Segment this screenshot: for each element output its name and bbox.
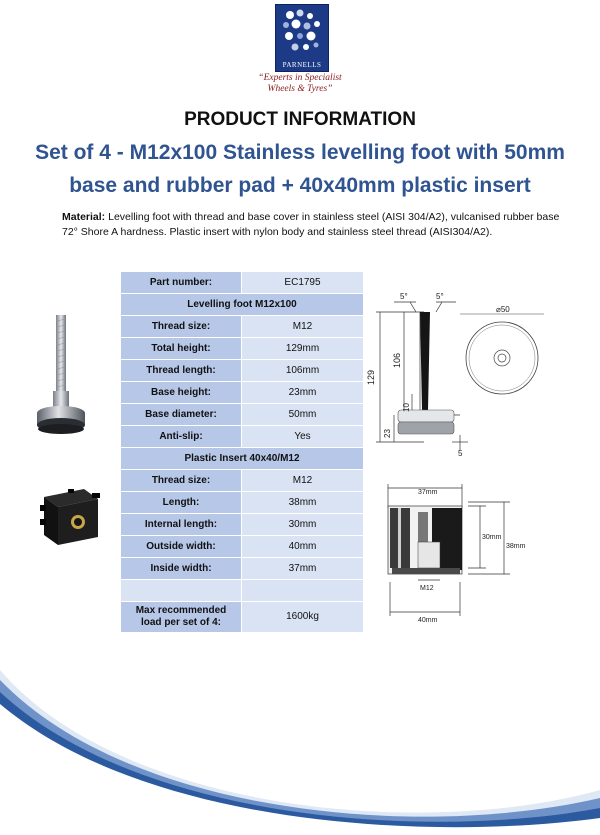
row-value: 38mm xyxy=(242,492,364,514)
logo-brand-text: PARNELLS xyxy=(282,61,322,69)
row-label: Inside width: xyxy=(121,558,242,580)
part-number-value: EC1795 xyxy=(242,272,364,294)
table-row xyxy=(121,514,364,536)
row-label: Thread size: xyxy=(121,316,242,338)
table-section-row xyxy=(121,294,364,316)
dim-angle-left: 5° xyxy=(400,292,408,301)
blank-cell xyxy=(121,580,242,602)
page-heading: PRODUCT INFORMATION xyxy=(184,109,416,130)
dim-m12: M12 xyxy=(420,585,434,592)
row-value: 106mm xyxy=(242,360,364,382)
plastic-insert-drawing xyxy=(378,478,528,628)
section-levelling-foot: Levelling foot M12x100 xyxy=(121,294,364,316)
table-blank-row xyxy=(121,580,364,602)
blank-cell xyxy=(242,580,364,602)
row-label: Total height: xyxy=(121,338,242,360)
row-value: 129mm xyxy=(242,338,364,360)
row-value: 30mm xyxy=(242,514,364,536)
table-row xyxy=(121,426,364,448)
row-value: 37mm xyxy=(242,558,364,580)
section-plastic-insert: Plastic Insert 40x40/M12 xyxy=(121,448,364,470)
row-label: Base height: xyxy=(121,382,242,404)
row-label: Outside width: xyxy=(121,536,242,558)
row-value: 40mm xyxy=(242,536,364,558)
part-number-label: Part number: xyxy=(121,272,242,294)
dim-bottom: 5 xyxy=(458,449,463,458)
tagline-line-2: Wheels & Tyres” xyxy=(267,84,333,94)
spec-table xyxy=(120,271,364,633)
dim-38mm: 38mm xyxy=(506,543,526,550)
dim-30mm: 30mm xyxy=(482,534,502,541)
dim-10: 10 xyxy=(402,403,411,412)
table-row xyxy=(121,404,364,426)
dim-total-height: 129 xyxy=(366,369,376,385)
dim-diameter: ⌀50 xyxy=(496,305,510,314)
row-label: Anti-slip: xyxy=(121,426,242,448)
table-row xyxy=(121,536,364,558)
row-label: Length: xyxy=(121,492,242,514)
parnells-logo xyxy=(275,4,329,72)
table-row xyxy=(121,316,364,338)
dim-base-height: 23 xyxy=(383,429,392,438)
row-label: Thread length: xyxy=(121,360,242,382)
max-load-label: Max recommended load per set of 4: xyxy=(121,602,242,633)
table-row xyxy=(121,272,364,294)
table-row xyxy=(121,492,364,514)
table-row xyxy=(121,558,364,580)
dim-37mm: 37mm xyxy=(418,489,438,496)
levelling-foot-photo xyxy=(30,315,100,450)
table-section-row xyxy=(121,448,364,470)
row-value: Yes xyxy=(242,426,364,448)
row-value: 23mm xyxy=(242,382,364,404)
row-label: Internal length: xyxy=(121,514,242,536)
tagline-line-1: “Experts in Specialist xyxy=(258,73,342,83)
levelling-foot-drawing xyxy=(360,290,560,460)
row-value: 50mm xyxy=(242,404,364,426)
table-row xyxy=(121,338,364,360)
logo-dots-icon xyxy=(276,5,328,61)
max-load-value: 1600kg xyxy=(242,602,364,633)
table-row xyxy=(121,602,364,633)
plastic-insert-photo xyxy=(38,485,103,550)
product-title-line-2: base and rubber pad + 40x40mm plastic insert xyxy=(69,174,531,197)
footer-wave-decoration xyxy=(0,640,600,835)
row-value: M12 xyxy=(242,316,364,338)
dim-angle-right: 5° xyxy=(436,292,444,301)
table-row xyxy=(121,360,364,382)
dim-40mm: 40mm xyxy=(418,617,438,624)
product-title-line-1: Set of 4 - M12x100 Stainless levelling foot with 50mm xyxy=(35,141,565,164)
material-label: Material: xyxy=(62,211,106,223)
table-row xyxy=(121,382,364,404)
material-text: Levelling foot with thread and base cover in stainless steel (AISI 304/A2), vulcanised rubber base 72° Shore A hardness. Plastic insert with nylon body and stainless steel thread (AISI304/A2). xyxy=(62,211,560,238)
row-value: M12 xyxy=(242,470,364,492)
row-label: Base diameter: xyxy=(121,404,242,426)
dim-thread-length: 106 xyxy=(392,352,402,368)
row-label: Thread size: xyxy=(121,470,242,492)
table-row xyxy=(121,470,364,492)
material-description xyxy=(62,210,562,240)
